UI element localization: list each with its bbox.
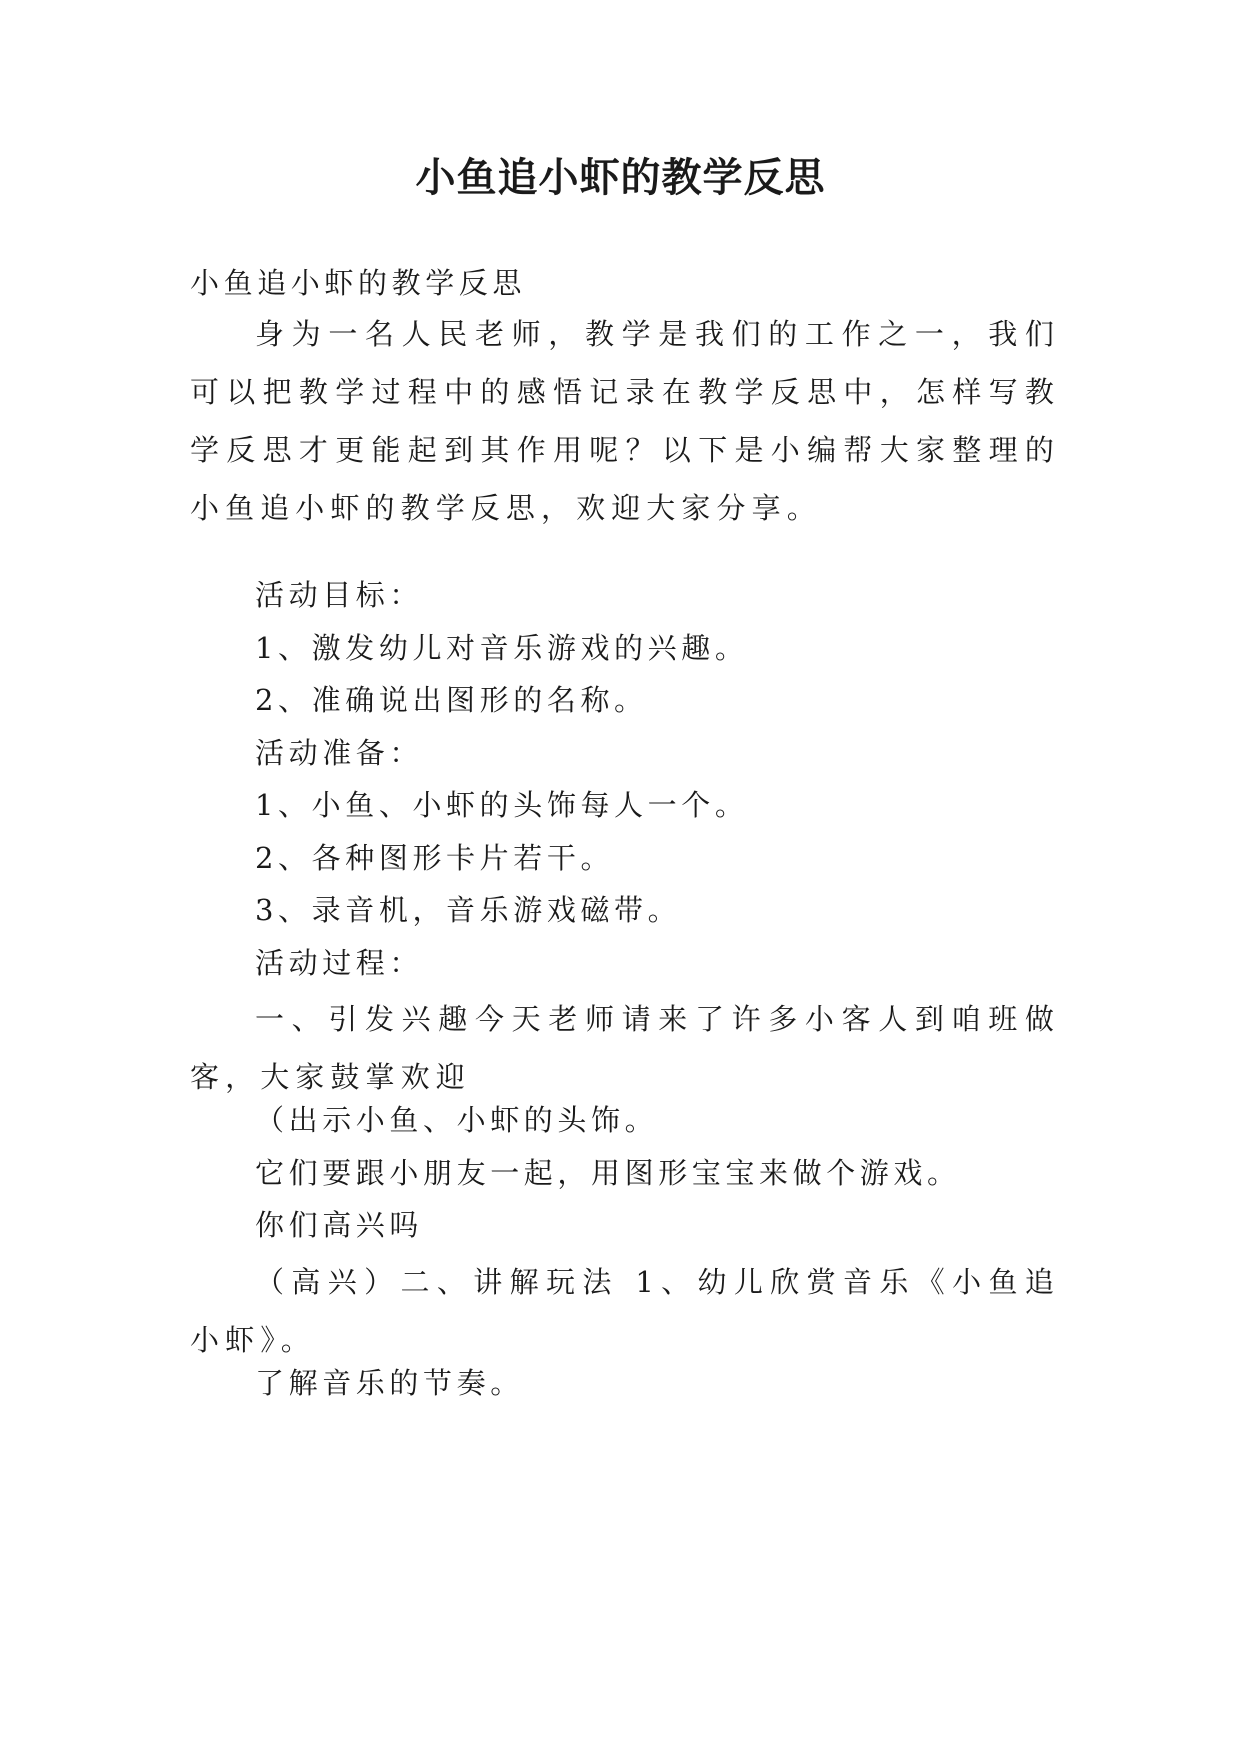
process-paragraph: 你们高兴吗 xyxy=(255,1208,424,1242)
process-paragraph: （高兴）二、讲解玩法 1、幼儿欣赏音乐《小鱼追小虾》。 xyxy=(190,1265,1060,1357)
goals-heading: 活动目标： xyxy=(255,578,424,612)
document-subtitle: 小鱼追小虾的教学反思 xyxy=(190,266,527,300)
process-paragraph: 一、引发兴趣今天老师请来了许多小客人到咱班做客，大家鼓掌欢迎 xyxy=(190,1002,1060,1094)
prep-heading: 活动准备： xyxy=(255,736,424,770)
process-heading: 活动过程： xyxy=(255,946,424,980)
prep-item: 3、录音机，音乐游戏磁带。 xyxy=(255,893,682,927)
goal-item: 2、准确说出图形的名称。 xyxy=(255,683,648,717)
intro-paragraph: 身为一名人民老师，教学是我们的工作之一，我们可以把教学过程中的感悟记录在教学反思中，怎样写教学反思才更能起到其作用呢？以下是小编帮大家整理的小鱼追小虾的教学反思，欢迎大家分享。 xyxy=(190,317,1060,525)
process-paragraph: （出示小鱼、小虾的头饰。 xyxy=(255,1103,659,1137)
goal-item: 1、激发幼儿对音乐游戏的兴趣。 xyxy=(255,631,749,665)
prep-item: 1、小鱼、小虾的头饰每人一个。 xyxy=(255,788,749,822)
document-title: 小鱼追小虾的教学反思 xyxy=(415,155,826,201)
process-paragraph: 了解音乐的节奏。 xyxy=(255,1366,524,1400)
prep-item: 2、各种图形卡片若干。 xyxy=(255,841,615,875)
process-paragraph: 它们要跟小朋友一起，用图形宝宝来做个游戏。 xyxy=(255,1156,961,1190)
